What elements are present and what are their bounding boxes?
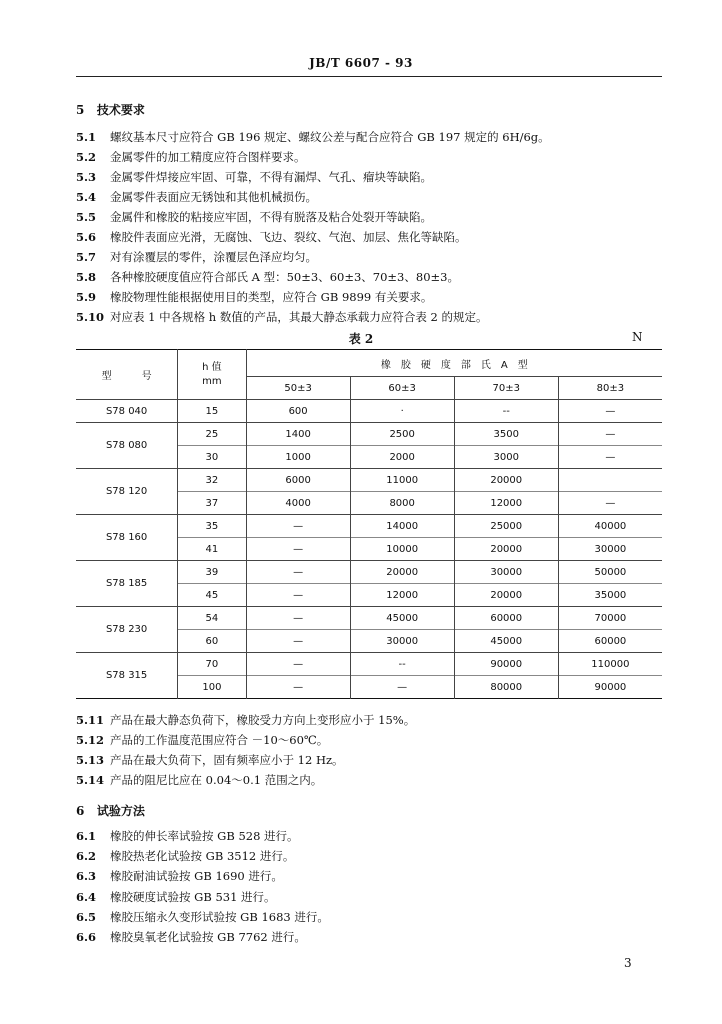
clause-text: 橡胶件表面应光滑，无腐蚀、飞边、裂纹、气泡、加层、焦化等缺陷。: [110, 230, 467, 244]
clause-text: 对应表 1 中各规格 h 数值的产品，其最大静态承载力应符合表 2 的规定。: [110, 310, 488, 324]
clause-text: 橡胶臭氧老化试验按 GB 7762 进行。: [110, 930, 306, 944]
cell-load: 10000: [350, 538, 454, 561]
col-header-hardness-70: 70±3: [454, 377, 558, 400]
cell-load: ·: [350, 400, 454, 423]
clause-number: 6.1: [76, 829, 97, 843]
clause-number: 5.3: [76, 170, 97, 184]
cell-type: S78 160: [76, 515, 178, 561]
section-5-heading: [76, 101, 145, 118]
clause: [76, 149, 666, 165]
clause-number: 5.6: [76, 230, 97, 244]
clause: [76, 772, 666, 788]
table-row: [76, 400, 662, 423]
clause: [76, 909, 666, 925]
clause: [76, 929, 666, 945]
clause: [76, 309, 666, 325]
cell-load: —: [246, 653, 350, 676]
table-2: [76, 349, 662, 699]
cell-load: 60000: [558, 630, 662, 653]
clause-number: 5.9: [76, 290, 97, 304]
cell-h: 37: [178, 492, 246, 515]
cell-h: 39: [178, 561, 246, 584]
cell-load: —: [558, 423, 662, 446]
cell-load: 20000: [350, 561, 454, 584]
clause: [76, 889, 666, 905]
cell-load: 12000: [350, 584, 454, 607]
cell-load: 20000: [454, 469, 558, 492]
cell-load: 14000: [350, 515, 454, 538]
cell-type: S78 315: [76, 653, 178, 699]
col-header-h-label: h 值: [202, 361, 222, 373]
table-2-body: [76, 400, 662, 699]
clause-text: 橡胶压缩永久变形试验按 GB 1683 进行。: [110, 909, 329, 924]
cell-type: S78 230: [76, 607, 178, 653]
cell-load: 8000: [350, 492, 454, 515]
cell-load: [558, 469, 662, 492]
cell-h: 30: [178, 446, 246, 469]
clause-number: 5.14: [76, 773, 105, 787]
header-rule: [76, 76, 662, 77]
cell-type: S78 120: [76, 469, 178, 515]
clause: [76, 752, 666, 768]
section-6-number: 6: [76, 804, 85, 818]
cell-load: —: [246, 538, 350, 561]
cell-load: 30000: [454, 561, 558, 584]
clause-number: 5.10: [76, 310, 105, 324]
cell-load: 20000: [454, 538, 558, 561]
table-row: [76, 515, 662, 538]
clause-text: 产品的阻尼比应在 0.04～0.1 范围之内。: [110, 773, 323, 787]
cell-h: 100: [178, 676, 246, 699]
cell-h: 54: [178, 607, 246, 630]
clause: [76, 712, 666, 728]
document-number: JB/T 6607 - 93: [309, 56, 413, 70]
clause-text: 产品的工作温度范围应符合 －10～60℃。: [110, 733, 329, 747]
cell-load: 40000: [558, 515, 662, 538]
cell-type: S78 040: [76, 400, 178, 423]
page-number: 3: [624, 956, 632, 970]
cell-load: —: [246, 607, 350, 630]
cell-h: 60: [178, 630, 246, 653]
cell-load: 4000: [246, 492, 350, 515]
section-6-title: 试验方法: [96, 804, 145, 818]
clause-text: 金属件和橡胶的粘接应牢固，不得有脱落及粘合处裂开等缺陷。: [110, 210, 432, 224]
clause-number: 6.6: [76, 930, 97, 944]
cell-h: 15: [178, 400, 246, 423]
cell-load: 45000: [454, 630, 558, 653]
col-header-type: 型 号: [76, 350, 178, 400]
clause-number: 5.12: [76, 733, 105, 747]
cell-load: 35000: [558, 584, 662, 607]
cell-load: 11000: [350, 469, 454, 492]
cell-h: 41: [178, 538, 246, 561]
clause-number: 5.11: [76, 713, 105, 727]
clause: [76, 289, 666, 305]
cell-h: 35: [178, 515, 246, 538]
cell-load: 45000: [350, 607, 454, 630]
cell-type: S78 185: [76, 561, 178, 607]
clause-number: 5.4: [76, 190, 97, 204]
cell-load: 30000: [350, 630, 454, 653]
col-header-hardness: 橡 胶 硬 度 部 氏 A 型: [380, 359, 528, 371]
cell-load: 90000: [558, 676, 662, 699]
clause-number: 5.2: [76, 150, 97, 164]
cell-load: 50000: [558, 561, 662, 584]
section-5-title: 技术要求: [96, 103, 145, 117]
cell-load: —: [558, 446, 662, 469]
col-header-h-unit: mm: [202, 375, 222, 387]
col-header-h: [178, 350, 246, 400]
cell-type: S78 080: [76, 423, 178, 469]
cell-h: 32: [178, 469, 246, 492]
clause: [76, 269, 666, 285]
clause: [76, 732, 666, 748]
cell-load: 3000: [454, 446, 558, 469]
clause-text: 橡胶热老化试验按 GB 3512 进行。: [110, 849, 295, 864]
table-row: [76, 561, 662, 584]
col-header-hardness-60: 60±3: [350, 377, 454, 400]
cell-load: 2000: [350, 446, 454, 469]
table-row: [76, 469, 662, 492]
clause-number: 5.5: [76, 210, 97, 224]
cell-load: —: [350, 676, 454, 699]
cell-load: 12000: [454, 492, 558, 515]
cell-load: 110000: [558, 653, 662, 676]
cell-load: 20000: [454, 584, 558, 607]
section-6-heading: [76, 802, 145, 819]
clause-text: 产品在最大负荷下，固有频率应小于 12 Hz。: [110, 753, 344, 767]
cell-load: —: [558, 492, 662, 515]
cell-h: 45: [178, 584, 246, 607]
col-header-hardness-50: 50±3: [246, 377, 350, 400]
cell-h: 70: [178, 653, 246, 676]
clause: [76, 189, 666, 205]
clause: [76, 129, 666, 145]
table-2-title: 表 2: [348, 332, 374, 346]
cell-load: —: [558, 400, 662, 423]
cell-load: 30000: [558, 538, 662, 561]
section-5-number: 5: [76, 103, 85, 117]
col-header-hardness-80: 80±3: [558, 377, 662, 400]
table-row: [76, 653, 662, 676]
clause: [76, 229, 666, 245]
cell-load: 1000: [246, 446, 350, 469]
table-2-unit: N: [632, 330, 643, 344]
cell-load: —: [246, 561, 350, 584]
table-row: [76, 607, 662, 630]
cell-load: 60000: [454, 607, 558, 630]
clause-number: 6.5: [76, 909, 97, 924]
clause-number: 5.8: [76, 270, 97, 284]
clause-text: 对有涂覆层的零件，涂覆层色泽应均匀。: [110, 250, 317, 264]
cell-load: 90000: [454, 653, 558, 676]
clause-number: 5.13: [76, 753, 105, 767]
clause-text: 橡胶硬度试验按 GB 531 进行。: [110, 889, 276, 904]
clause-text: 橡胶物理性能根据使用目的类型，应符合 GB 9899 有关要求。: [110, 290, 433, 304]
clause: [76, 209, 666, 225]
cell-load: 1400: [246, 423, 350, 446]
table-row: [76, 423, 662, 446]
clause-text: 各种橡胶硬度值应符合部氏 A 型：50±3、60±3、70±3、80±3。: [110, 270, 459, 284]
cell-load: 6000: [246, 469, 350, 492]
clause-text: 产品在最大静态负荷下，橡胶受力方向上变形应小于 15%。: [110, 713, 416, 727]
clause-number: 5.7: [76, 250, 97, 264]
cell-h: 25: [178, 423, 246, 446]
cell-load: —: [246, 584, 350, 607]
cell-load: —: [246, 515, 350, 538]
cell-load: 80000: [454, 676, 558, 699]
cell-load: —: [246, 676, 350, 699]
clause-number: 6.3: [76, 869, 97, 884]
cell-load: 25000: [454, 515, 558, 538]
cell-load: --: [454, 400, 558, 423]
clause-number: 6.4: [76, 889, 97, 904]
clause: [76, 868, 666, 884]
cell-load: --: [350, 653, 454, 676]
clause-number: 6.2: [76, 849, 97, 864]
cell-load: 3500: [454, 423, 558, 446]
clause-number: 5.1: [76, 130, 97, 144]
cell-load: 70000: [558, 607, 662, 630]
cell-load: —: [246, 630, 350, 653]
cell-load: 600: [246, 400, 350, 423]
clause-text: 螺纹基本尺寸应符合 GB 196 规定、螺纹公差与配合应符合 GB 197 规定的 6H/6g。: [110, 130, 550, 144]
clause-text: 橡胶耐油试验按 GB 1690 进行。: [110, 869, 283, 884]
clause: [76, 249, 666, 265]
clause-text: 金属零件的加工精度应符合图样要求。: [110, 150, 306, 164]
cell-load: 2500: [350, 423, 454, 446]
clause-text: 橡胶的伸长率试验按 GB 528 进行。: [110, 829, 299, 843]
clause: [76, 169, 666, 185]
clause: [76, 848, 666, 864]
clause: [76, 828, 666, 844]
clause-text: 金属零件表面应无锈蚀和其他机械损伤。: [110, 190, 317, 204]
clause-text: 金属零件焊接应牢固、可靠，不得有漏焊、气孔、瘤块等缺陷。: [110, 170, 432, 184]
